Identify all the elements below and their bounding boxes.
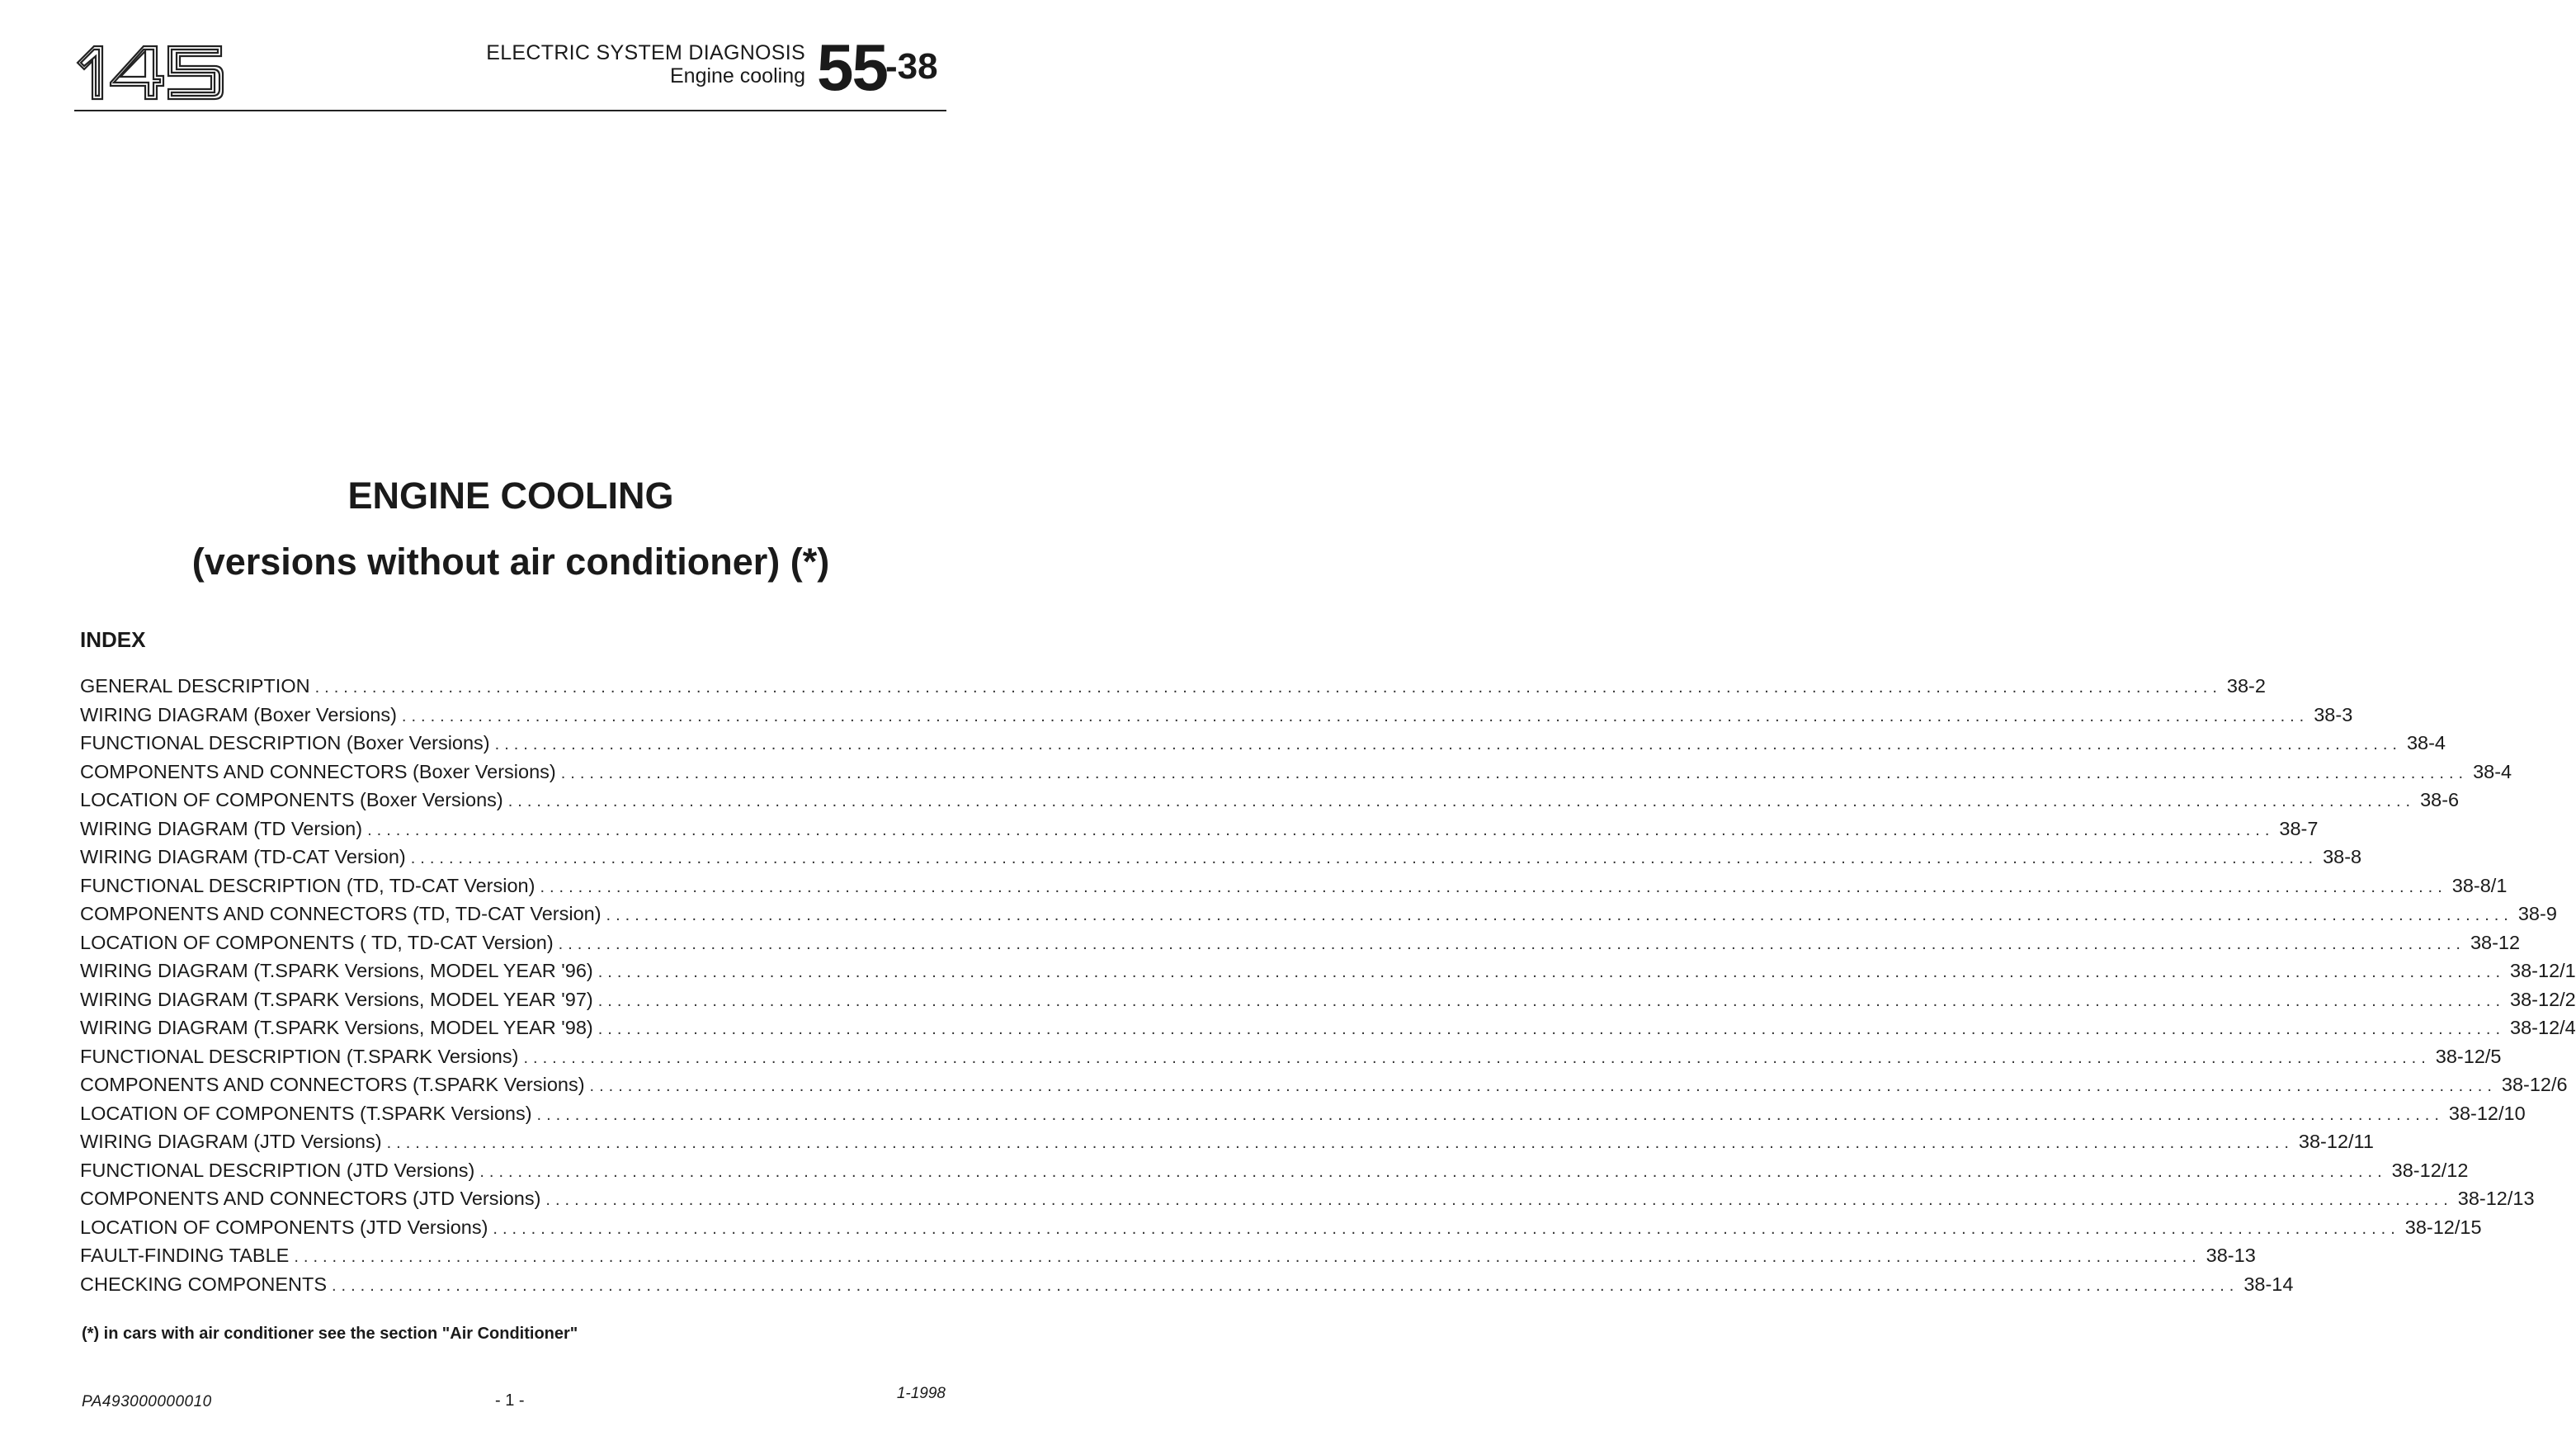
index-leader-dots: ........................................................................................................................................................................................................ (367, 820, 2275, 839)
index-list (80, 675, 2576, 1301)
index-entry (80, 1045, 2502, 1075)
index-leader-dots: ........................................................................................................................................................................................................ (560, 763, 2469, 782)
index-entry (80, 960, 2576, 989)
index-entry (80, 931, 2521, 961)
index-entry-label: CHECKING COMPONENTS (80, 1273, 327, 1295)
index-entry (80, 1216, 2482, 1245)
index-entry (80, 1131, 2374, 1160)
index-entry (80, 789, 2460, 818)
index-leader-dots: ........................................................................................................................................................................................................ (545, 1191, 2453, 1209)
index-leader-dots: ........................................................................................................................................................................................................ (597, 1020, 2506, 1038)
index-entry (80, 874, 2508, 904)
index-entry-page: 38-7 (2279, 817, 2319, 839)
index-leader-dots: ........................................................................................................................................................................................................ (589, 1077, 2497, 1095)
index-leader-dots: ........................................................................................................................................................................................................ (410, 849, 2319, 867)
index-entry-page: 38-12/10 (2448, 1102, 2526, 1124)
index-entry-label: LOCATION OF COMPONENTS (T.SPARK Versions) (80, 1102, 532, 1124)
index-entry-page: 38-14 (2243, 1273, 2294, 1295)
index-entry-label: LOCATION OF COMPONENTS (Boxer Versions) (80, 789, 503, 810)
index-entry-label: FUNCTIONAL DESCRIPTION (JTD Versions) (80, 1159, 475, 1181)
index-leader-dots: ........................................................................................................................................................................................................ (540, 877, 2447, 896)
index-entry-label: COMPONENTS AND CONNECTORS (T.SPARK Versions) (80, 1074, 585, 1095)
index-entry-page: 38-12/2 (2510, 988, 2576, 1010)
footer-date: 1-1998 (896, 1385, 946, 1402)
index-entry-label: GENERAL DESCRIPTION (80, 675, 310, 697)
index-entry-page: 38-4 (2473, 760, 2512, 782)
index-entry-page: 38-13 (2206, 1245, 2256, 1266)
index-entry-label: WIRING DIAGRAM (T.SPARK Versions, MODEL YEAR '97) (80, 988, 593, 1010)
index-entry-label: WIRING DIAGRAM (TD Version) (80, 817, 363, 839)
index-leader-dots: ........................................................................................................................................................................................................ (606, 906, 2513, 924)
index-entry-page: 38-12/12 (2391, 1159, 2469, 1181)
index-entry-page: 38-12/15 (2404, 1216, 2482, 1238)
section-number: 55 (817, 31, 887, 104)
index-entry-page: 38-12/13 (2457, 1188, 2535, 1209)
index-entry-page: 38-9 (2517, 903, 2557, 924)
index-entry-page: 38-4 (2406, 732, 2446, 753)
index-entry-page: 38-12/1 (2510, 960, 2576, 981)
index-entry (80, 988, 2576, 1018)
index-entry (80, 703, 2353, 733)
index-entry (80, 1017, 2576, 1046)
section-page-code (817, 30, 938, 106)
index-entry-label: COMPONENTS AND CONNECTORS (TD, TD-CAT Version) (80, 903, 602, 924)
index-entry (80, 675, 2266, 704)
index-leader-dots: ........................................................................................................................................................................................................ (479, 1162, 2387, 1181)
index-entry-page: 38-6 (2420, 789, 2460, 810)
index-entry (80, 817, 2319, 847)
index-entry-label: LOCATION OF COMPONENTS (JTD Versions) (80, 1216, 488, 1238)
index-entry (80, 1159, 2469, 1188)
index-entry-page: 38-8 (2323, 846, 2362, 867)
index-entry-label: WIRING DIAGRAM (JTD Versions) (80, 1131, 382, 1152)
index-entry-page: 38-2 (2226, 675, 2266, 697)
index-entry-label: LOCATION OF COMPONENTS ( TD, TD-CAT Version) (80, 931, 554, 953)
index-entry (80, 1102, 2526, 1131)
index-leader-dots: ........................................................................................................................................................................................................ (507, 792, 2416, 810)
index-leader-dots: ........................................................................................................................................................................................................ (314, 678, 2222, 697)
index-entry-label: FUNCTIONAL DESCRIPTION (Boxer Versions) (80, 732, 490, 753)
index-entry-page: 38-12/4 (2510, 1017, 2576, 1038)
running-header (486, 41, 805, 87)
index-entry (80, 760, 2512, 790)
index-entry (80, 1074, 2568, 1103)
header-subsystem-title: Engine cooling (669, 64, 805, 87)
index-entry-page: 38-12/5 (2435, 1045, 2502, 1067)
index-entry-page: 38-12 (2470, 931, 2521, 953)
index-entry (80, 1273, 2294, 1302)
index-entry-label: WIRING DIAGRAM (Boxer Versions) (80, 703, 397, 725)
index-heading: INDEX (80, 627, 146, 652)
index-entry-page: 38-3 (2314, 703, 2353, 725)
index-entry-label: FUNCTIONAL DESCRIPTION (T.SPARK Versions) (80, 1045, 519, 1067)
index-entry-page: 38-12/11 (2298, 1131, 2374, 1152)
index-entry (80, 846, 2362, 875)
index-entry (80, 1188, 2535, 1216)
index-leader-dots: ........................................................................................................................................................................................................ (523, 1048, 2431, 1067)
index-entry-label: WIRING DIAGRAM (T.SPARK Versions, MODEL YEAR '96) (80, 960, 593, 981)
index-entry-page: 38-8/1 (2451, 874, 2508, 896)
index-leader-dots: ........................................................................................................................................................................................................ (536, 1105, 2444, 1124)
header-system-title: ELECTRIC SYSTEM DIAGNOSIS (486, 41, 805, 64)
header-divider (74, 110, 946, 111)
footnote: (*) in cars with air conditioner see the section "Air Conditioner" (82, 1325, 578, 1343)
index-leader-dots: ........................................................................................................................................................................................................ (494, 735, 2402, 753)
footer-document-code: PA493000000010 (82, 1393, 212, 1410)
index-entry-label: COMPONENTS AND CONNECTORS (JTD Versions) (80, 1188, 541, 1209)
index-entry (80, 1245, 2256, 1273)
page-title: ENGINE COOLING (347, 475, 674, 517)
index-leader-dots: ........................................................................................................................................................................................................ (597, 991, 2506, 1010)
index-entry-label: COMPONENTS AND CONNECTORS (Boxer Versions) (80, 760, 556, 782)
index-entry-label: FUNCTIONAL DESCRIPTION (TD, TD-CAT Version) (80, 874, 535, 896)
index-leader-dots: ........................................................................................................................................................................................................ (332, 1276, 2239, 1295)
page-subtitle: (versions without air conditioner) (*) (191, 541, 830, 583)
footer-page-number: - 1 - (495, 1391, 525, 1410)
index-leader-dots: ........................................................................................................................................................................................................ (386, 1134, 2294, 1152)
index-leader-dots: ........................................................................................................................................................................................................ (597, 963, 2506, 981)
index-leader-dots: ........................................................................................................................................................................................................ (493, 1219, 2400, 1238)
index-entry-label: FAULT-FINDING TABLE (80, 1245, 290, 1266)
index-entry-label: WIRING DIAGRAM (T.SPARK Versions, MODEL YEAR '98) (80, 1017, 593, 1038)
index-entry (80, 903, 2557, 932)
index-entry-label: WIRING DIAGRAM (TD-CAT Version) (80, 846, 406, 867)
index-entry (80, 732, 2446, 761)
index-leader-dots: ........................................................................................................................................................................................................ (294, 1248, 2201, 1266)
index-leader-dots: ........................................................................................................................................................................................................ (401, 706, 2309, 725)
index-entry-page: 38-12/6 (2501, 1074, 2568, 1095)
section-page-number: -38 (885, 46, 938, 87)
index-leader-dots: ........................................................................................................................................................................................................ (558, 934, 2465, 953)
model-145-outline-logo (74, 43, 224, 102)
